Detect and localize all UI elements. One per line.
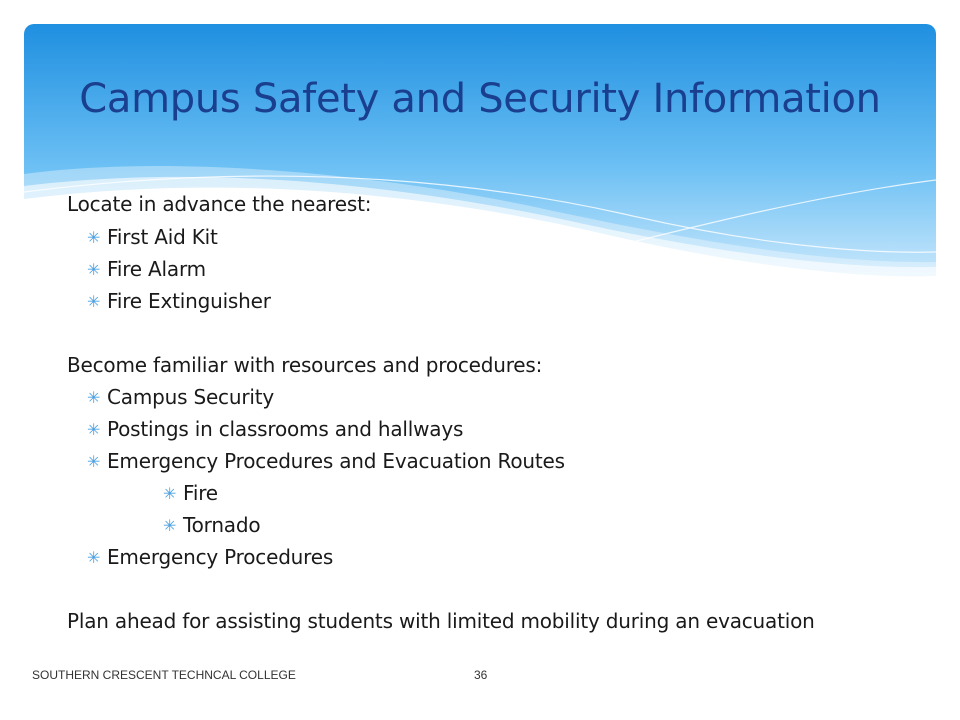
section-heading-locate: Locate in advance the nearest: <box>67 192 372 216</box>
bullet-icon: ✳ <box>87 292 101 311</box>
list-item: ✳ Emergency Procedures <box>87 545 334 569</box>
list-item: ✳ Postings in classrooms and hallways <box>87 417 464 441</box>
slide-title: Campus Safety and Security Information <box>79 76 881 122</box>
bullet-icon: ✳ <box>87 420 101 439</box>
page-number: 36 <box>474 668 488 682</box>
footer-college-name: SOUTHERN CRESCENT TECHNCAL COLLEGE <box>32 668 296 682</box>
bullet-icon: ✳ <box>87 452 101 471</box>
sub-list-item: ✳ Fire <box>163 481 218 505</box>
bullet-icon: ✳ <box>163 484 177 503</box>
bullet-icon: ✳ <box>163 516 177 535</box>
bullet-icon: ✳ <box>87 260 101 279</box>
sub-list-item: ✳ Tornado <box>163 513 261 537</box>
list-item: ✳ Fire Alarm <box>87 257 206 281</box>
bullet-icon: ✳ <box>87 548 101 567</box>
list-item: ✳ Campus Security <box>87 385 274 409</box>
bullet-icon: ✳ <box>87 388 101 407</box>
list-item: ✳ First Aid Kit <box>87 225 218 249</box>
section-heading-plan: Plan ahead for assisting students with limited mobility during an evacuation <box>67 609 815 633</box>
list-item: ✳ Emergency Procedures and Evacuation Routes <box>87 449 565 473</box>
section-heading-resources: Become familiar with resources and procedures: <box>67 353 543 377</box>
list-item: ✳ Fire Extinguisher <box>87 289 271 313</box>
bullet-icon: ✳ <box>87 228 101 247</box>
